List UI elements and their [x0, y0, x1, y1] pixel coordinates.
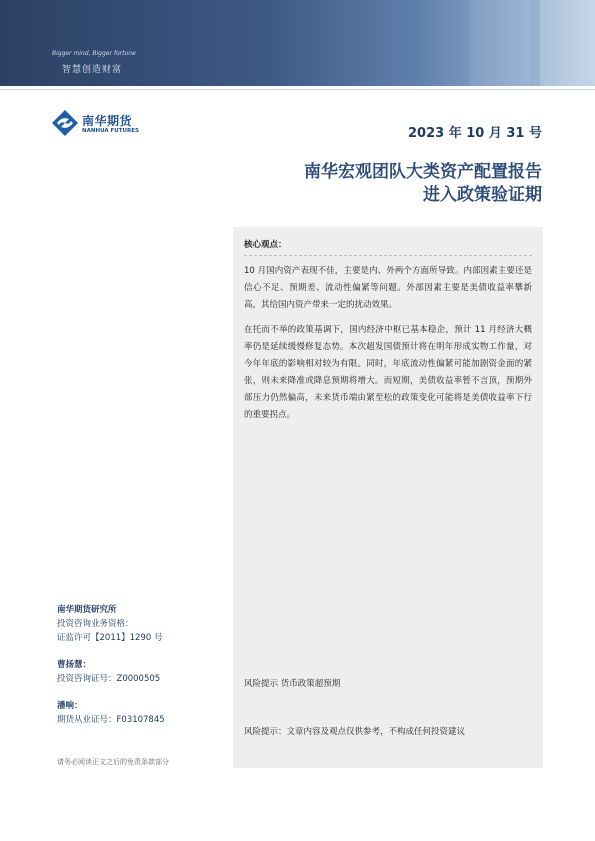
divider	[0, 89, 595, 90]
report-date: 2023 年 10 月 31 号	[408, 126, 542, 141]
risk-text: 货币政策超预期	[280, 679, 341, 689]
institute-name: 南华期货研究所	[57, 605, 117, 615]
dashed-divider	[244, 255, 532, 256]
qualification-label: 投资咨询业务资格：	[57, 619, 134, 629]
risk-notice	[244, 677, 340, 689]
analyst-cert: 投资咨询证号：Z0000505	[57, 674, 161, 684]
report-title: 南华宏观团队大类资产配置报告	[304, 162, 542, 182]
nanhua-logo-icon	[52, 110, 78, 136]
summary-panel	[233, 227, 543, 768]
risk-label: 风险提示	[244, 679, 279, 689]
logo-name-english: NANHUA FUTURES	[82, 128, 139, 134]
logo-name-chinese: 南华期货	[82, 114, 133, 128]
report-subtitle: 进入政策验证期	[423, 185, 542, 205]
risk-disclaimer: 风险提示：文章内容及观点仅供参考，不构成任何投资建议	[244, 727, 466, 737]
summary-paragraph: 在托而不举的政策基调下，国内经济中枢已基本稳企，预计 11 月经济大概率仍是延续缓慢修复态势。本次超发国债预计将在明年形成实物工作量，对今年年底的影响相对较为有限。同时，年底流动性偏紧可能加剧资金面的紧张，则未来降准或降息预期将增大。而短期，美债收益率暂不言顶，预期外部压力仍然偏高，未来货币端由紧至松的政策变化可能将是美债收益率下行的重要拐点。	[244, 325, 532, 420]
analyst-info	[57, 699, 165, 727]
analyst-info	[57, 658, 160, 686]
banner-stripe	[470, 0, 530, 86]
analyst-cert: 期货从业证号：F03107845	[57, 715, 165, 725]
institute-info	[57, 603, 162, 645]
summary-heading: 核心观点：	[244, 240, 287, 250]
disclaimer-note: 请务必阅读正文之后的免责条款部分	[57, 758, 169, 766]
company-logo	[52, 110, 162, 138]
analyst-name: 潘响：	[57, 701, 83, 711]
banner-stripe	[540, 0, 595, 86]
slogan-chinese: 智慧创造财富	[62, 65, 123, 75]
qualification-value: 证监许可【2011】1290 号	[57, 633, 163, 643]
slogan-english: Bigger mind, Bigger fortune	[52, 50, 136, 57]
analyst-name: 曹扬慧：	[57, 660, 92, 670]
summary-paragraph: 10 月国内资产表现不佳，主要是内、外两个方面所导致。内部因素主要还是信心不足、预期差、流动性偏紧等问题。外部因素主要是美债收益率攀新高，其给国内资产带来一定的扰动效果。	[244, 266, 532, 310]
header-banner	[0, 0, 595, 86]
